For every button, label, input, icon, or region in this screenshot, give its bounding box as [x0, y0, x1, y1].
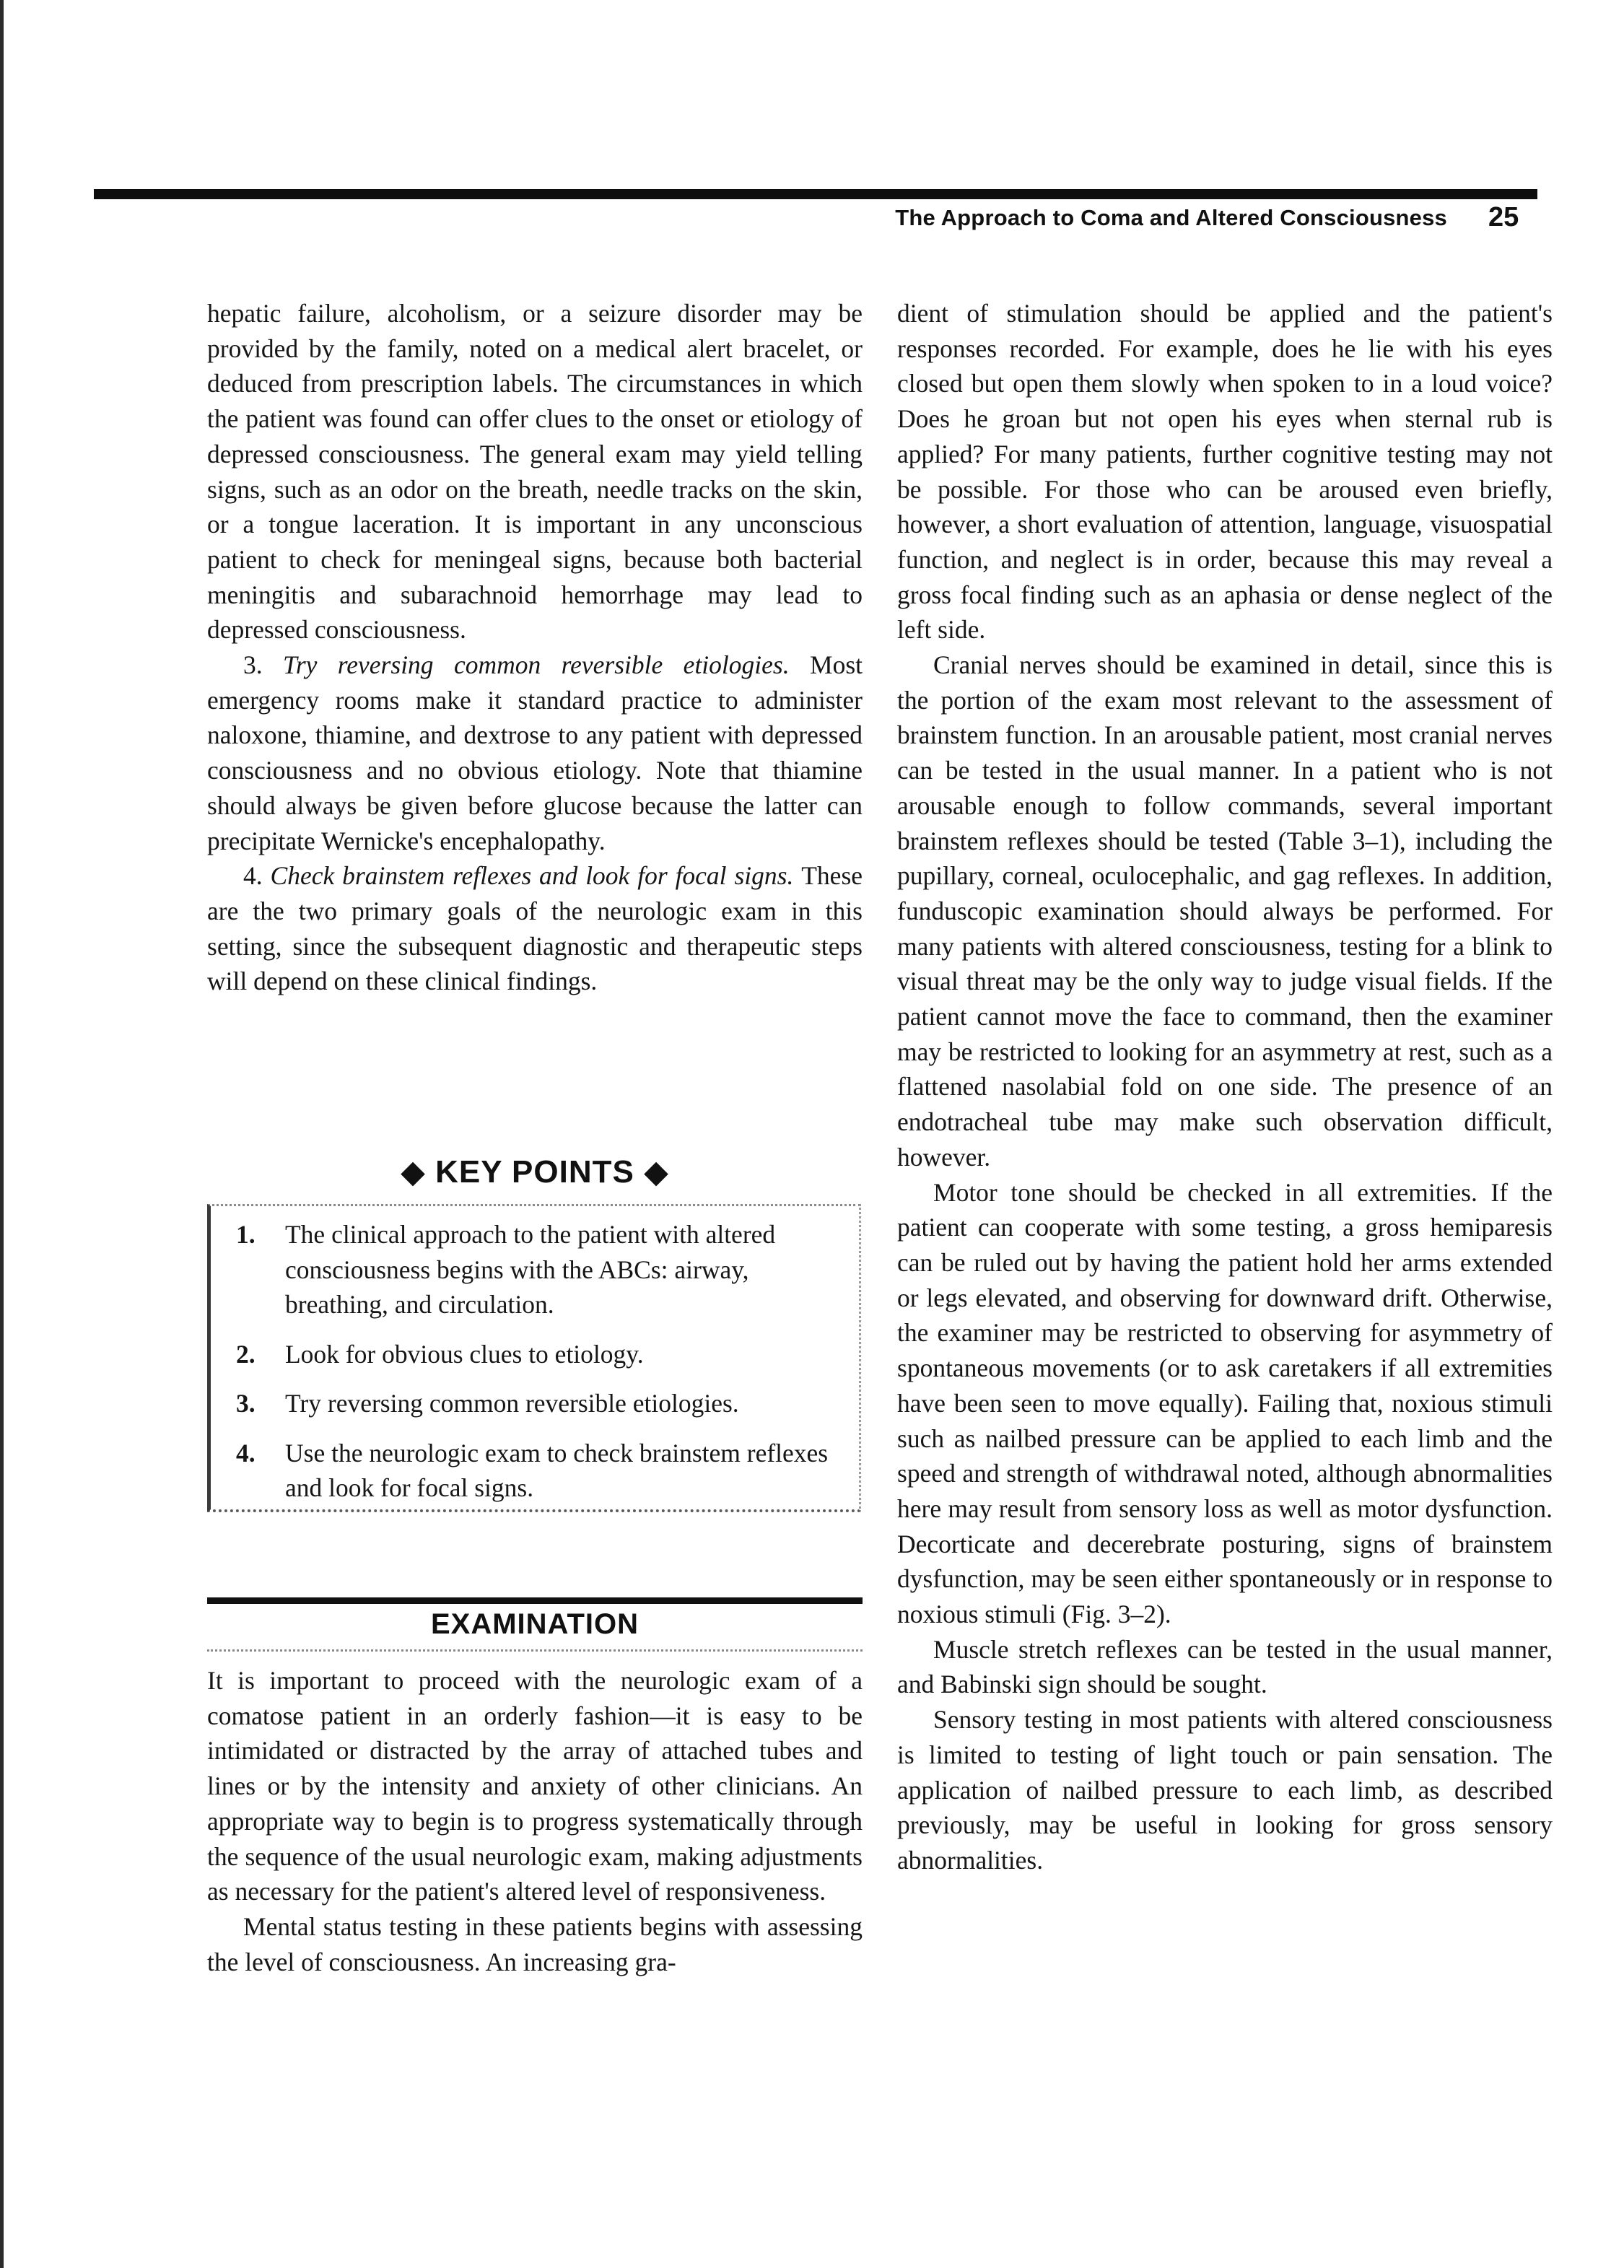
paragraph-motor: Motor tone should be checked in all extremities. If the patient can cooperate with some testing, a gross hemiparesis can be ruled out by having the patient hold her arms extended or legs elevated, and observing for downward drift. Otherwise, the examiner may be restricted to observing for asymmetry of spontaneous movements (or to ask caretakers if all extremities have been seen to move equally). Failing that, noxious stimuli such as nailbed pressure can be applied to each limb and the speed and strength of withdrawal noted, although abnormalities here may result from sensory loss as well as motor dysfunction. Decorticate and decerebrate posturing, signs of brainstem dysfunction, may be seen either spontaneously or in response to noxious stimuli (Fig. 3–2).	[897, 1177, 1553, 1629]
step-heading: Check brainstem reflexes and look for focal signs.	[270, 861, 802, 891]
right-column	[897, 296, 1553, 1878]
paragraph-continued: hepatic failure, alcoholism, or a seizure disorder may be provided by the family, noted on a medical alert bracelet, or deduced from prescription labels. The circumstances in which the patient was found can offer clues to the onset or etiology of depressed consciousness. The general exam may yield telling signs, such as an odor on the breath, needle tracks on the skin, or a tongue laceration. It is important in any unconscious patient to check for meningeal signs, because both bacterial meningitis and subarachnoid hemorrhage may lead to depressed consciousness.	[207, 299, 863, 645]
left-column	[207, 296, 863, 999]
paragraph-step-4	[207, 858, 863, 999]
step-text: Most emergency rooms make it standard practice to administer naloxone, thiamine, and dextrose to any patient with depressed consciousness and no obvious etiology. Note that thiamine should always be given before glucose because the latter can precipitate Wernicke's encephalopathy.	[207, 650, 863, 855]
scan-edge-shadow	[0, 0, 4, 2268]
key-point-text: Use the neurologic exam to check brainstem reflexes and look for focal signs.	[285, 1438, 829, 1502]
examination-rule	[207, 1597, 863, 1604]
paragraph-sensory: Sensory testing in most patients with altered consciousness is limited to testing of light touch or pain sensation. The application of nailbed pressure to each limb, as described previously, may be useful in looking for gross sensory abnormalities.	[897, 1705, 1553, 1875]
key-point-item	[236, 1217, 835, 1322]
examination-paragraph: Mental status testing in these patients begins with assessing the level of consciousness. An increasing gra-	[207, 1911, 863, 1976]
key-point-item	[236, 1436, 835, 1506]
paragraph-step-3	[207, 647, 863, 858]
step-text: These are the two primary goals of the neurologic exam in this setting, since the subsequent diagnostic and therapeutic steps will depend on these clinical findings.	[207, 861, 863, 996]
key-point-number: 1.	[236, 1220, 256, 1249]
step-number: 4.	[243, 861, 263, 891]
examination-text	[207, 1663, 863, 1979]
key-point-text: The clinical approach to the patient with altered consciousness begins with the ABCs: airway, breathing, and circulation.	[285, 1220, 776, 1319]
step-heading: Try reversing common reversible etiologies.	[283, 650, 810, 680]
paragraph-cranial-nerves: Cranial nerves should be examined in detail, since this is the portion of the exam most relevant to the assessment of brainstem function. In an arousable patient, most cranial nerves can be tested in the usual manner. In a patient who is not arousable enough to follow commands, several important brainstem reflexes should be tested (Table 3–1), including the pupillary, corneal, oculocephalic, and gag reflexes. In addition, funduscopic examination should always be performed. For many patients with altered consciousness, testing for a blink to visual threat may be the only way to judge visual fields. If the patient cannot move the face to command, then the examiner may be restricted to looking for an asymmetry at rest, such as a flattened nasolabial fold on one side. The presence of an endotracheal tube may make such observation difficult, however.	[897, 650, 1553, 1172]
key-point-number: 2.	[236, 1339, 256, 1369]
key-point-number: 3.	[236, 1389, 256, 1418]
examination-heading: EXAMINATION	[430, 1608, 639, 1640]
page-number: 25	[1488, 202, 1519, 232]
key-point-number: 4.	[236, 1438, 256, 1467]
paragraph-mental-status-cont: dient of stimulation should be applied and the patient's responses recorded. For example, does he lie with his eyes closed but open them slowly when spoken to in a loud voice? Does he groan but not open his eyes when sternal rub is applied? For many patients, further cognitive testing may not be possible. For those who can be aroused even briefly, however, a short evaluation of attention, language, visuospatial function, and neglect is in order, because this may reveal a gross focal finding such as an aphasia or dense neglect of the left side.	[897, 299, 1553, 645]
key-point-item	[236, 1386, 835, 1421]
running-head: The Approach to Coma and Altered Consciousness	[895, 205, 1447, 230]
header-rule	[94, 189, 1537, 199]
key-point-text: Look for obvious clues to etiology.	[285, 1339, 644, 1369]
examination-paragraph: It is important to proceed with the neurologic exam of a comatose patient in an orderly fashion—it is easy to be intimidated or distracted by the array of attached tubes and lines or by the intensity and anxiety of other clinicians. An appropriate way to begin is to progress systematically through the sequence of the usual neurologic exam, making adjustments as necessary for the patient's altered level of responsiveness.	[207, 1666, 863, 1906]
key-points-title: ◆ KEY POINTS ◆	[401, 1154, 669, 1190]
key-point-item	[236, 1337, 835, 1372]
examination-underline	[207, 1649, 863, 1652]
key-points-list	[236, 1217, 835, 1520]
key-point-text: Try reversing common reversible etiologies.	[285, 1389, 739, 1418]
paragraph-reflexes: Muscle stretch reflexes can be tested in the usual manner, and Babinski sign should be sought.	[897, 1634, 1553, 1699]
step-number: 3.	[243, 650, 263, 680]
